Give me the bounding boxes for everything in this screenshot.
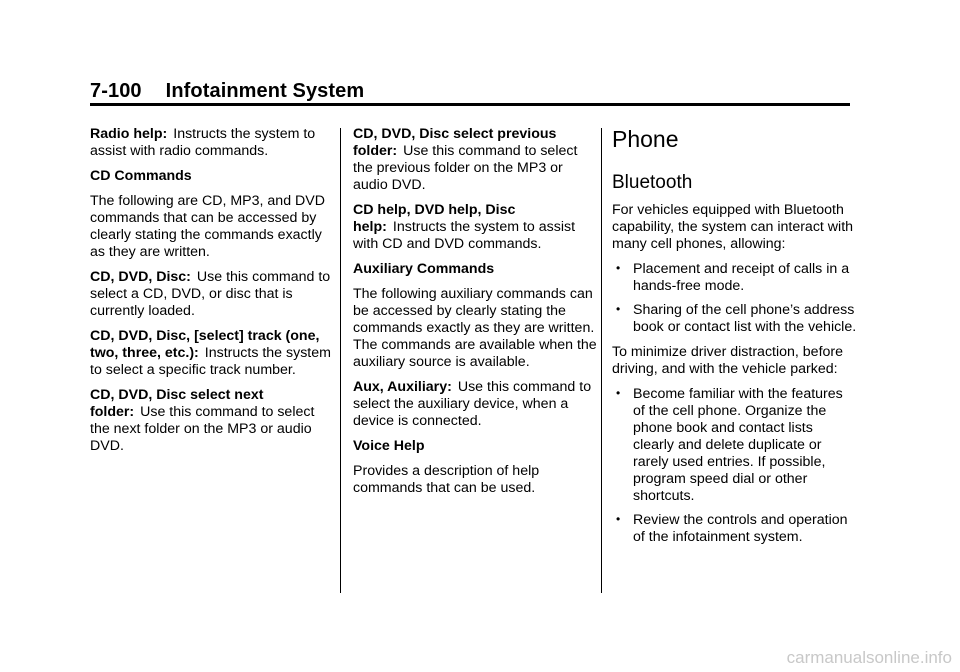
heading-bluetooth: Bluetooth xyxy=(612,172,693,193)
cd-dvd-disc-paragraph xyxy=(90,269,335,320)
column-1 xyxy=(90,126,335,463)
page-number: 7-100 xyxy=(90,80,142,102)
term-select-track: CD, DVD, Disc, [select] track (one, two, three, etc.): xyxy=(90,328,320,361)
next-folder-paragraph xyxy=(90,387,335,455)
next-folder-text: Use this command to select the next folder on the MP3 or audio DVD. xyxy=(90,404,315,454)
radio-help-text: Instructs the system to assist with radio commands. xyxy=(90,126,316,159)
bullet-icon: • xyxy=(616,512,621,526)
column-divider-right xyxy=(601,128,602,593)
bullet-icon: • xyxy=(616,386,621,400)
column-3 xyxy=(612,126,857,554)
subheading-voice-help: Voice Help xyxy=(353,438,425,454)
cd-help-paragraph xyxy=(353,202,598,253)
header-rule xyxy=(90,103,850,106)
bullet-icon: • xyxy=(616,302,621,316)
subheading-auxiliary-commands: Auxiliary Commands xyxy=(353,261,495,277)
term-aux: Aux, Auxiliary: xyxy=(353,379,452,395)
column-2 xyxy=(353,126,598,505)
column-divider-left xyxy=(340,128,341,593)
select-track-paragraph xyxy=(90,328,335,379)
term-previous-folder: CD, DVD, Disc select previous folder: xyxy=(353,126,557,159)
voice-help-text: Provides a description of help commands that can be used. xyxy=(353,463,540,496)
term-cd-help: CD help, DVD help, Disc help: xyxy=(353,202,516,235)
watermark: carmanualsonline.info xyxy=(786,648,952,667)
cd-help-text: Instructs the system to assist with CD and DVD commands. xyxy=(353,219,576,252)
safety-tips-list xyxy=(612,386,857,546)
cd-dvd-disc-text: Use this command to select a CD, DVD, or disc that is currently loaded. xyxy=(90,269,331,319)
term-cd-dvd-disc: CD, DVD, Disc: xyxy=(90,269,191,285)
bullet-icon: • xyxy=(616,261,621,275)
aux-paragraph xyxy=(353,379,598,430)
previous-folder-text: Use this command to select the previous folder on the MP3 or audio DVD. xyxy=(353,143,578,193)
page-header xyxy=(90,80,850,103)
term-next-folder: CD, DVD, Disc select next folder: xyxy=(90,387,264,420)
previous-folder-paragraph xyxy=(353,126,598,194)
driver-distraction-intro: To minimize driver distraction, before driving, and with the vehicle parked: xyxy=(612,344,844,377)
subheading-cd-commands: CD Commands xyxy=(90,168,192,184)
list-item: • Placement and receipt of calls in a hands-free mode. xyxy=(616,261,850,294)
list-item: • Sharing of the cell phone’s address book or contact list with the vehicle. xyxy=(616,302,857,335)
heading-phone: Phone xyxy=(612,126,679,152)
list-item: • Become familiar with the features of the cell phone. Organize the phone book and contact lists clearly and delete duplicate or rarely used entries. If possible, program speed dial or other shortcuts. xyxy=(616,386,843,504)
auxiliary-intro: The following auxiliary commands can be accessed by clearly stating the commands exactly as they are written. The commands are available when the auxiliary source is available. xyxy=(353,286,597,370)
aux-text: Use this command to select the auxiliary device, when a device is connected. xyxy=(353,379,592,429)
list-item: • Review the controls and operation of the infotainment system. xyxy=(616,512,848,545)
section-title: Infotainment System xyxy=(165,80,365,102)
header-title xyxy=(90,80,850,103)
bluetooth-features-list xyxy=(612,261,857,336)
radio-help-paragraph xyxy=(90,126,335,160)
bluetooth-intro: For vehicles equipped with Bluetooth capability, the system can interact with many cell phones, allowing: xyxy=(612,202,854,252)
term-radio-help: Radio help: xyxy=(90,126,168,142)
cd-commands-intro: The following are CD, MP3, and DVD commands that can be accessed by clearly stating the commands exactly as they are written. xyxy=(90,193,325,260)
select-track-text: Instructs the system to select a specific track number. xyxy=(90,345,331,378)
